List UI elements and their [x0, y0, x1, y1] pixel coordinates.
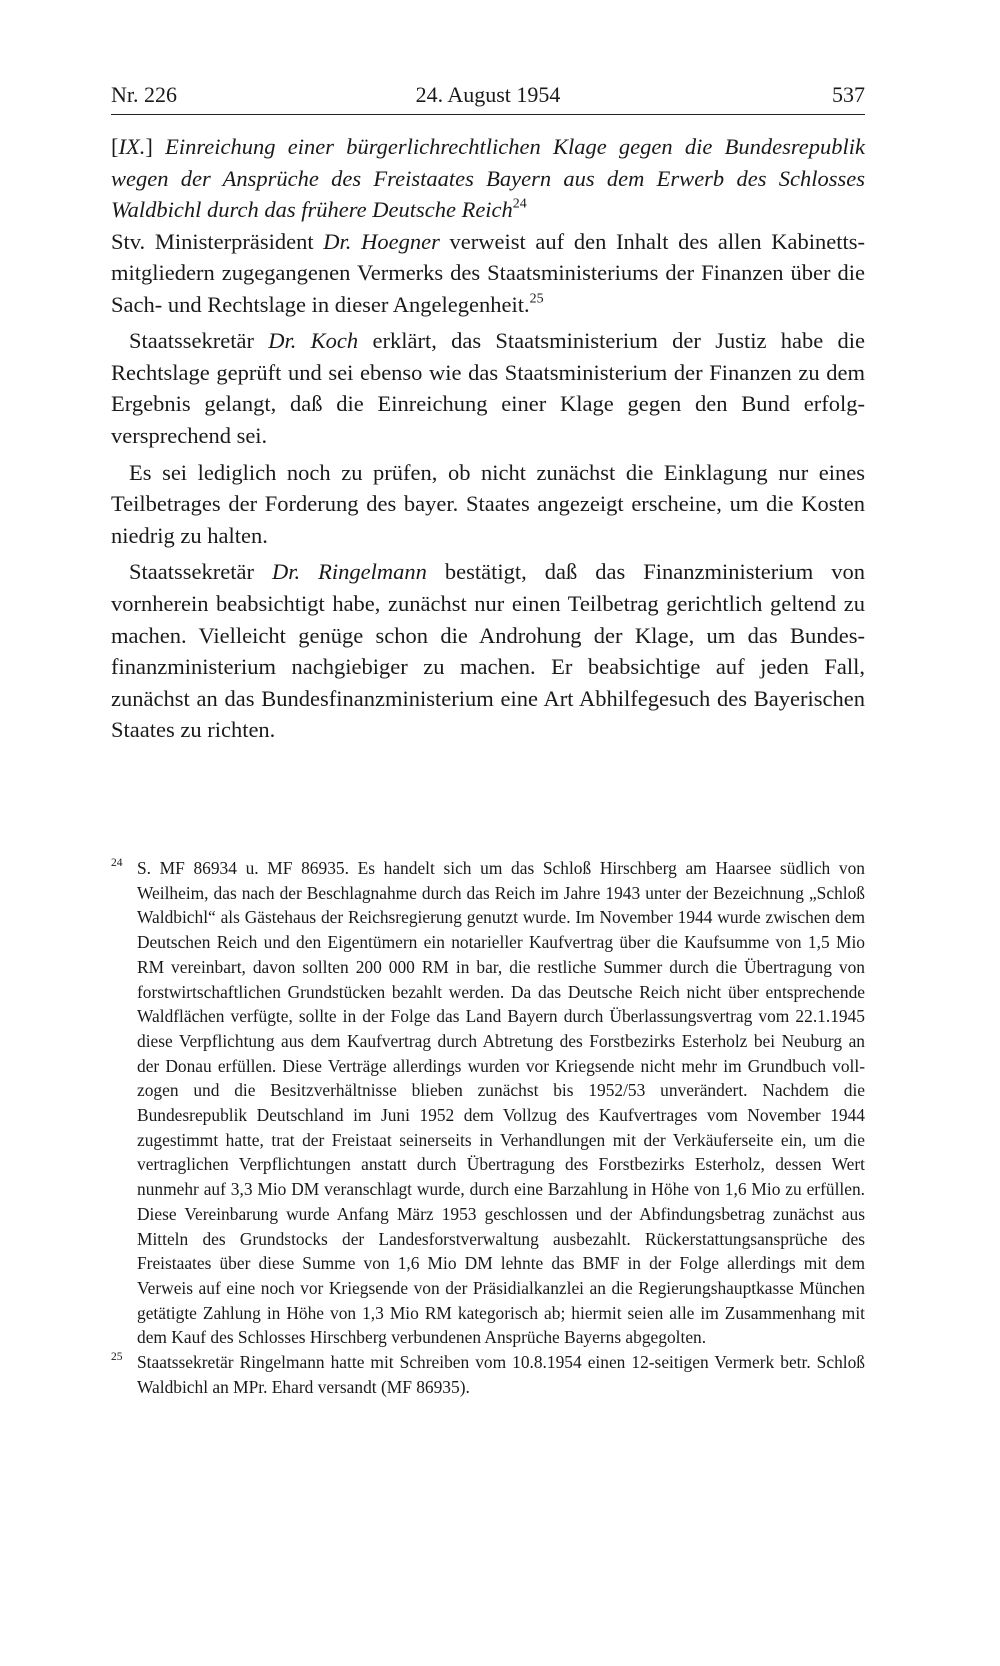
section-heading — [111, 131, 865, 226]
speaker-name: Dr. Hoegner — [323, 228, 440, 254]
paragraph-pruefung — [111, 457, 865, 552]
footnote-number: 25 — [111, 1351, 123, 1364]
section-title-text: Einreichung einer bürgerlichrechtlichen Klage gegen die Bundesrepublik wegen der Ansprüche des Freistaates Bayern aus dem Erwerb des Schlosses Waldbichl durch das frühere Deutsche Reich — [111, 134, 865, 222]
document-number: Nr. 226 — [111, 82, 177, 107]
paragraph-text: Stv. Ministerpräsident — [111, 228, 324, 254]
section-marker: [IX.] — [111, 134, 153, 159]
footnote-text: Staatssekretär Ringelmann hatte mit Schreiben vom 10.8.1954 einen 12-seitigen Vermerk betr. Schloß Waldbichl an MPr. Ehard versandt (MF 86935). — [137, 1352, 865, 1397]
page-number: 537 — [832, 82, 865, 107]
document-page — [111, 78, 865, 746]
running-header — [111, 78, 865, 115]
footnote-ref-25[interactable]: 25 — [529, 290, 544, 306]
document-date: 24. August 1954 — [415, 82, 561, 107]
paragraph-hoegner — [111, 226, 865, 321]
footnote-25 — [111, 1350, 865, 1399]
body-text — [111, 226, 865, 747]
paragraph-text: erklärt, das Staatsministerium der Justiz habe die Rechtslage geprüft und sei ebenso wie das Staatsministerium der Finanzen zu dem Ergebnis gelangt, daß die Einreichung einer Klage gegen den Bund erfolgversprechend sei. — [111, 328, 865, 449]
footnote-text: S. MF 86934 u. MF 86935. Es handelt sich um das Schloß Hirschberg am Haarsee südlich von Weilheim, das nach der Beschlagnahme durch das Reich im Jahre 1943 unter der Bezeichnung „Schloß Waldbichl“ als Gästehaus der Reichsregierung genutzt wurde. Im November 1944 wurde zwischen dem Deutschen Reich und den Eigentümern ein notarieller Kaufvertrag über die Kaufsumme von 1,5 Mio RM vereinbart, davon sollten 200 000 RM in bar, die restliche Summer durch die Übertragung von forstwirtschaftlichen Grundstücken bezahlt werden. Da das Deutsche Reich nicht über entsprechende Waldflächen verfügte, sollte in der Folge das Land Bayern durch Überlassungsvertrag vom 22.1.1945 diese Verpflichtung aus dem Kaufvertrag durch Abtretung des Forstbezirks Esterholz bei Neuburg an der Donau erfüllen. Diese Verträge allerdings wurden vor Kriegsende nicht mehr im Grundbuch vollzogen und die Besitzverhältnisse blieben zunächst bis 1952/53 unverändert. Nachdem die Bundesrepublik Deutschland im Juni 1952 dem Vollzug des Kaufvertrages vom November 1944 zugestimmt hatte, trat der Freistaat seinerseits in Verhandlungen mit der Verkäuferseite ein, um die vertraglichen Verpflichtungen anstatt durch Übertragung des Forstbezirks Esterholz, dessen Wert nunmehr auf 3,3 Mio DM veranschlagt wurde, durch eine Barzahlung in Höhe von 1,6 Mio zu erfüllen. Diese Vereinbarung wurde Anfang März 1953 geschlossen und der Abfindungsbetrag zunächst aus Mitteln des Grundstocks der Landesforstverwaltung ausbezahlt. Rückerstattungsansprüche des Freistaates über diese Summe von 1,6 Mio DM lehnte das BMF in der Folge allerdings mit dem Verweis auf eine noch vor Kriegsende von der Präsidialkanzlei an die Regierungshauptkasse München getätigte Zahlung in Höhe von 1,3 Mio RM kategorisch ab; hiermit seien alle im Zusammenhang mit dem Kauf des Schlosses Hirschberg verbundenen Ansprüche Bayerns abgegolten. — [137, 858, 865, 1348]
paragraph-koch — [111, 325, 865, 451]
paragraph-ringelmann — [111, 556, 865, 746]
speaker-name: Dr. Koch — [268, 328, 359, 354]
paragraph-text: Staatssekretär — [129, 559, 272, 585]
footnotes — [111, 856, 865, 1399]
paragraph-text: Staatssekretär — [129, 328, 269, 354]
paragraph-text: Es sei lediglich noch zu prüfen, ob nicht zunächst die Einklagung nur eines Teilbetrages der Forderung des bayer. Staates angezeigt erscheine, um die Kosten niedrig zu halten. — [111, 459, 865, 548]
footnote-24 — [111, 856, 865, 1350]
paragraph-text: verweist auf den Inhalt des allen Kabinettsmitgliedern zugegangenen Vermerks des Staatsministeriums der Finanzen über die Sach- und Rechtslage in dieser Angelegenheit. — [111, 228, 866, 317]
footnote-number: 24 — [111, 857, 123, 869]
paragraph-text: bestätigt, daß das Finanzministerium von vornherein beabsichtigt habe, zunächst nur einen Teilbetrag gerichtlich geltend zu machen. Vielleicht genüge schon die Androhung der Klage, um das Bundesfinanzministerium nachgiebiger zu machen. Er beabsichtige auf jeden Fall, zunächst an das Bundesfinanzministerium eine Art Abhilfegesuch des Bayerischen Staates zu richten. — [111, 559, 865, 743]
footnote-ref-24[interactable]: 24 — [512, 196, 527, 212]
speaker-name: Dr. Ringelmann — [271, 559, 427, 585]
